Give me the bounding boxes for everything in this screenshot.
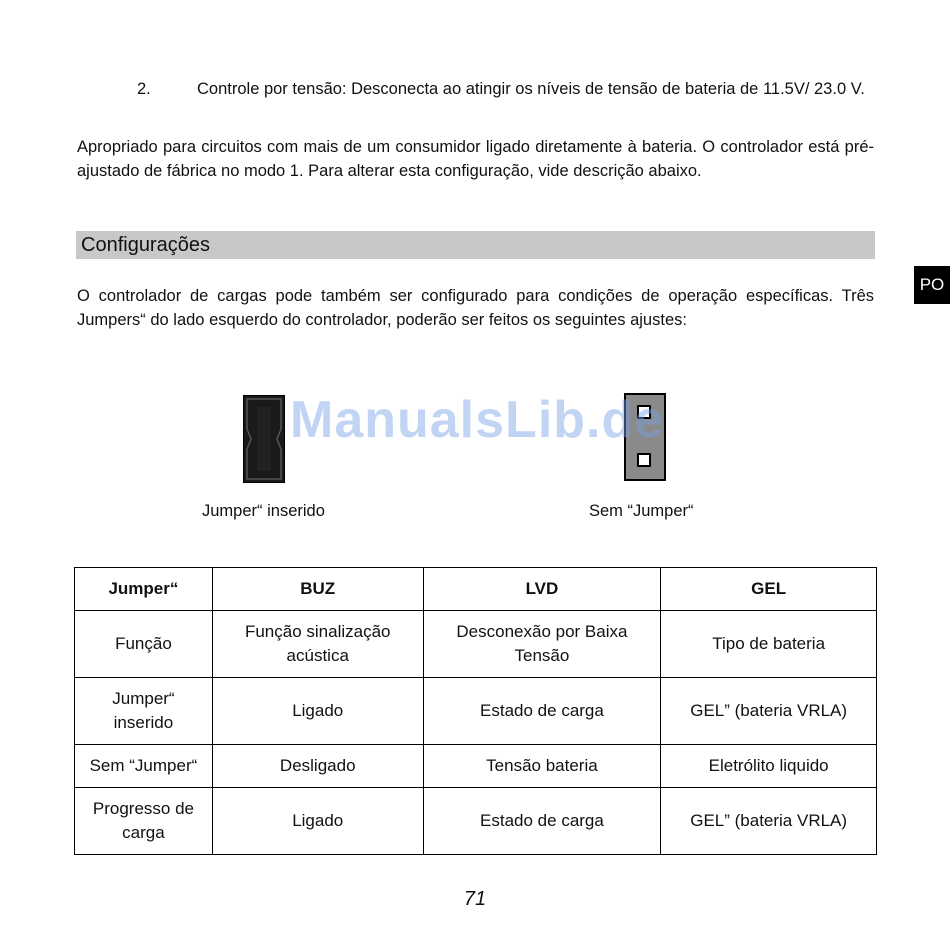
table-cell: Jumper“ inserido: [75, 678, 213, 745]
header-gel: GEL: [661, 568, 877, 611]
list-item-text: Controle por tensão: Desconecta ao atingir os níveis de tensão de bateria de 11.5V/ 23.0 V.: [197, 80, 865, 98]
header-jumper: Jumper“: [75, 568, 213, 611]
table-cell: Eletrólito liquido: [661, 745, 877, 788]
table-row: [75, 745, 877, 788]
list-item-number: 2.: [137, 80, 151, 98]
list-item-2: [137, 77, 874, 101]
table-cell: Tensão bateria: [423, 745, 661, 788]
watermark-text: ManualsLib.de: [290, 391, 665, 449]
section-title: Configurações: [81, 234, 210, 256]
paragraph-configuration: O controlador de cargas pode também ser configurado para condições de operação específicas. Três Jumpers“ do lado esquerdo do controlador, poderão ser feitos os seguintes ajustes:: [77, 287, 874, 329]
table-cell: Estado de carga: [423, 788, 661, 855]
table-cell: Tipo de bateria: [661, 611, 877, 678]
table-cell: Desligado: [212, 745, 423, 788]
table-cell: GEL” (bateria VRLA): [661, 788, 877, 855]
caption-jumper-inserted: Jumper“ inserido: [202, 502, 325, 520]
table-row: [75, 788, 877, 855]
jumper-inserted-icon: [243, 395, 285, 483]
caption-without-jumper: Sem “Jumper“: [589, 502, 694, 520]
table-cell: Sem “Jumper“: [75, 745, 213, 788]
header-lvd: LVD: [423, 568, 661, 611]
table-header-row: [75, 568, 877, 611]
table-cell: Função sinalização acústica: [212, 611, 423, 678]
table-row: [75, 611, 877, 678]
header-buz: BUZ: [212, 568, 423, 611]
jumper-settings-table: [74, 567, 877, 855]
page-number: 71: [463, 888, 487, 910]
paragraph-circuits: Apropriado para circuitos com mais de um consumidor ligado diretamente à bateria. O controlador está pré-ajustado de fábrica no modo 1. Para alterar esta configuração, vide descrição abaixo.: [77, 138, 874, 180]
table-cell: Desconexão por Baixa Tensão: [423, 611, 661, 678]
table-cell: Estado de carga: [423, 678, 661, 745]
table-cell: Função: [75, 611, 213, 678]
language-tab: PO: [914, 266, 950, 304]
table-cell: Ligado: [212, 678, 423, 745]
section-header: [76, 231, 875, 259]
table-cell: Progresso de carga: [75, 788, 213, 855]
table-cell: GEL” (bateria VRLA): [661, 678, 877, 745]
table-cell: Ligado: [212, 788, 423, 855]
table-row: [75, 678, 877, 745]
